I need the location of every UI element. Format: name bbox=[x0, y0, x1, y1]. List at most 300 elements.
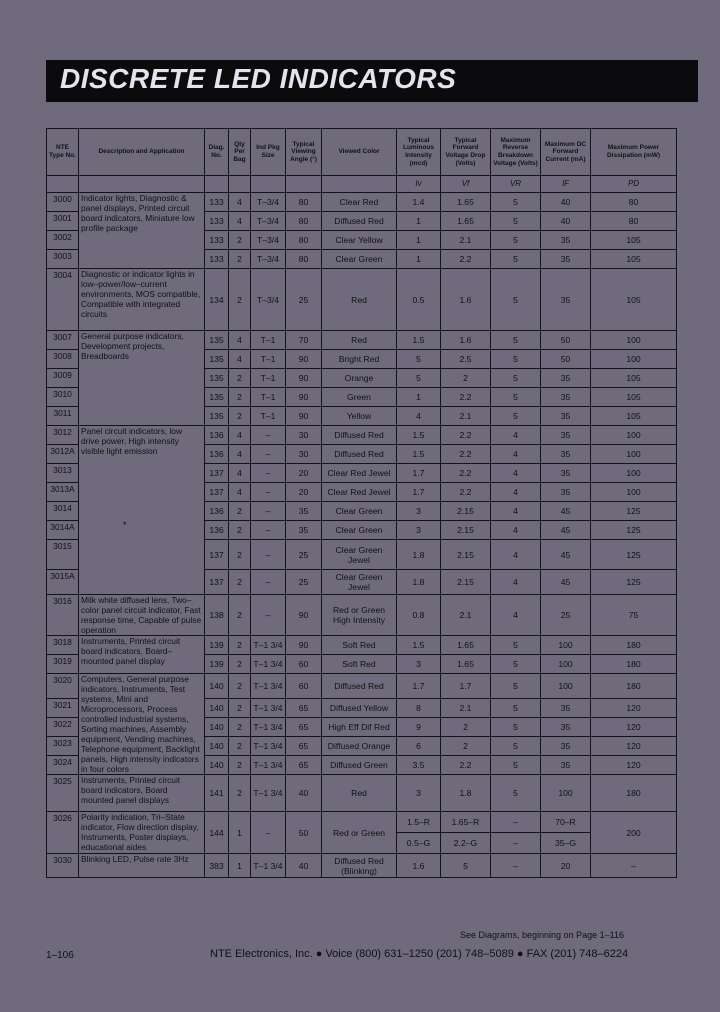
type-cell: 3008 bbox=[47, 350, 79, 369]
diag-cell: 140 bbox=[205, 756, 229, 775]
lum-cell: 1.5 bbox=[397, 636, 441, 655]
header-forward-current: Maximum DC Forward Current (mA) bbox=[541, 129, 591, 176]
lum-cell: 9 bbox=[397, 718, 441, 737]
pd-cell: 105 bbox=[591, 369, 677, 388]
symbol-cell bbox=[79, 176, 205, 193]
vr-cell: 5 bbox=[491, 388, 541, 407]
type-cell: 3012 bbox=[47, 426, 79, 445]
qty-cell: 2 bbox=[229, 369, 251, 388]
angle-cell: 25 bbox=[286, 540, 322, 570]
pkg-cell: – bbox=[251, 445, 286, 464]
lum-cell: 1.5–R bbox=[397, 812, 441, 833]
lum-cell: 1.4 bbox=[397, 193, 441, 212]
vf-cell: 2.1 bbox=[441, 231, 491, 250]
lum-cell: 1.7 bbox=[397, 483, 441, 502]
lum-cell: 1.8 bbox=[397, 570, 441, 595]
pd-cell: 125 bbox=[591, 502, 677, 521]
angle-cell: 65 bbox=[286, 718, 322, 737]
color-cell: Clear Red Jewel bbox=[322, 464, 397, 483]
diag-cell: 136 bbox=[205, 502, 229, 521]
qty-cell: 2 bbox=[229, 737, 251, 756]
pd-cell: 125 bbox=[591, 521, 677, 540]
table-row bbox=[47, 426, 677, 445]
lum-cell: 6 bbox=[397, 737, 441, 756]
vf-cell: 2.15 bbox=[441, 570, 491, 595]
diag-cell: 135 bbox=[205, 388, 229, 407]
type-cell: 3002 bbox=[47, 231, 79, 250]
page-title: DISCRETE LED INDICATORS bbox=[60, 63, 457, 94]
type-cell: 3013A bbox=[47, 483, 79, 502]
type-cell: 3019 bbox=[47, 655, 79, 674]
vr-cell: 5 bbox=[491, 699, 541, 718]
pkg-cell: – bbox=[251, 464, 286, 483]
color-cell: Diffused Green bbox=[322, 756, 397, 775]
if-cell: 70–R bbox=[541, 812, 591, 833]
symbol-forward-current: IF bbox=[541, 176, 591, 193]
if-cell: 35 bbox=[541, 699, 591, 718]
description-text: Indicator lights, Diagnostic & panel displays, Printed circuit board indicators, Miniature low profile package bbox=[81, 193, 195, 233]
led-spec-table bbox=[46, 128, 677, 878]
pd-cell: 100 bbox=[591, 350, 677, 369]
if-cell: 35 bbox=[541, 756, 591, 775]
lum-cell: 5 bbox=[397, 369, 441, 388]
pkg-cell: T–3/4 bbox=[251, 212, 286, 231]
vf-cell: 1.65 bbox=[441, 636, 491, 655]
color-cell: Clear Red Jewel bbox=[322, 483, 397, 502]
symbol-cell bbox=[286, 176, 322, 193]
angle-cell: 65 bbox=[286, 756, 322, 775]
type-cell: 3014 bbox=[47, 502, 79, 521]
description-cell bbox=[79, 426, 205, 595]
if-cell: 35 bbox=[541, 445, 591, 464]
table-row bbox=[47, 854, 677, 878]
angle-cell: 30 bbox=[286, 445, 322, 464]
symbol-reverse-voltage: VR bbox=[491, 176, 541, 193]
pd-cell: 105 bbox=[591, 250, 677, 269]
lum-cell: 3.5 bbox=[397, 756, 441, 775]
qty-cell: 4 bbox=[229, 350, 251, 369]
pkg-cell: – bbox=[251, 426, 286, 445]
if-cell: 35 bbox=[541, 407, 591, 426]
vr-cell: 5 bbox=[491, 250, 541, 269]
pkg-cell: T–3/4 bbox=[251, 193, 286, 212]
qty-cell: 2 bbox=[229, 231, 251, 250]
header-row bbox=[47, 129, 677, 176]
if-cell: 35 bbox=[541, 718, 591, 737]
vf-cell: 2.15 bbox=[441, 502, 491, 521]
qty-cell: 4 bbox=[229, 331, 251, 350]
vr-cell: 4 bbox=[491, 540, 541, 570]
lum-cell: 3 bbox=[397, 655, 441, 674]
color-cell: Clear Red bbox=[322, 193, 397, 212]
if-cell: 20 bbox=[541, 854, 591, 878]
qty-cell: 2 bbox=[229, 756, 251, 775]
vr-cell: 5 bbox=[491, 737, 541, 756]
angle-cell: 35 bbox=[286, 521, 322, 540]
description-cell bbox=[79, 636, 205, 674]
pd-cell: 100 bbox=[591, 445, 677, 464]
diag-cell: 133 bbox=[205, 231, 229, 250]
vr-cell: 5 bbox=[491, 775, 541, 812]
vf-cell: 1.7 bbox=[441, 674, 491, 699]
vr-cell: – bbox=[491, 854, 541, 878]
pd-cell: 105 bbox=[591, 388, 677, 407]
asterisk-mark: * bbox=[123, 520, 127, 530]
description-cell: Polarity indication, Tri–State indicator, Flow direction display, Instruments, Poster displays, educational aides bbox=[79, 812, 205, 854]
color-cell: Soft Red bbox=[322, 655, 397, 674]
lum-cell: 1.7 bbox=[397, 464, 441, 483]
symbol-cell bbox=[47, 176, 79, 193]
angle-cell: 80 bbox=[286, 231, 322, 250]
pd-cell: 120 bbox=[591, 737, 677, 756]
diag-cell: 139 bbox=[205, 636, 229, 655]
pkg-cell: T–1 3/4 bbox=[251, 699, 286, 718]
type-cell: 3024 bbox=[47, 756, 79, 775]
diag-cell: 137 bbox=[205, 570, 229, 595]
type-cell: 3015 bbox=[47, 540, 79, 570]
diag-cell: 133 bbox=[205, 212, 229, 231]
pkg-cell: T–3/4 bbox=[251, 269, 286, 331]
type-cell: 3018 bbox=[47, 636, 79, 655]
color-cell: Clear Green Jewel bbox=[322, 570, 397, 595]
vf-cell: 2.1 bbox=[441, 407, 491, 426]
pd-cell: 80 bbox=[591, 212, 677, 231]
pkg-cell: T–1 bbox=[251, 331, 286, 350]
pkg-cell: T–1 3/4 bbox=[251, 718, 286, 737]
if-cell: 35 bbox=[541, 250, 591, 269]
vr-cell: 5 bbox=[491, 269, 541, 331]
vf-cell: 1.65 bbox=[441, 655, 491, 674]
diag-cell: 134 bbox=[205, 269, 229, 331]
if-cell: 100 bbox=[541, 674, 591, 699]
color-cell: Diffused Orange bbox=[322, 737, 397, 756]
qty-cell: 2 bbox=[229, 674, 251, 699]
pkg-cell: – bbox=[251, 595, 286, 636]
pd-cell: 105 bbox=[591, 407, 677, 426]
pkg-cell: T–1 3/4 bbox=[251, 854, 286, 878]
vr-cell: 5 bbox=[491, 718, 541, 737]
header-reverse-voltage: Maximum Reverse Breakdown Voltage (Volts) bbox=[491, 129, 541, 176]
description-cell bbox=[79, 269, 205, 331]
qty-cell: 2 bbox=[229, 521, 251, 540]
lum-cell: 3 bbox=[397, 521, 441, 540]
qty-cell: 2 bbox=[229, 570, 251, 595]
type-cell: 3016 bbox=[47, 595, 79, 636]
vf-cell: 2.2 bbox=[441, 250, 491, 269]
pd-cell: 100 bbox=[591, 464, 677, 483]
table-row bbox=[47, 674, 677, 699]
pd-cell: 100 bbox=[591, 483, 677, 502]
vr-cell: – bbox=[491, 833, 541, 854]
pkg-cell: T–1 3/4 bbox=[251, 636, 286, 655]
vr-cell: 5 bbox=[491, 636, 541, 655]
table-row bbox=[47, 269, 677, 331]
vr-cell: 4 bbox=[491, 521, 541, 540]
pkg-cell: T–1 bbox=[251, 407, 286, 426]
color-cell: Yellow bbox=[322, 407, 397, 426]
diag-cell: 137 bbox=[205, 464, 229, 483]
header-qty: Qty Per Bag bbox=[229, 129, 251, 176]
color-cell: Soft Red bbox=[322, 636, 397, 655]
description-text: Milk white diffused lens, Two–color panel circuit indicator, Fast response time, Capable of pulse operation bbox=[81, 595, 202, 635]
angle-cell: 90 bbox=[286, 350, 322, 369]
qty-cell: 2 bbox=[229, 502, 251, 521]
vr-cell: 5 bbox=[491, 212, 541, 231]
angle-cell: 25 bbox=[286, 269, 322, 331]
lum-cell: 4 bbox=[397, 407, 441, 426]
type-cell: 3023 bbox=[47, 737, 79, 756]
pd-cell: – bbox=[591, 854, 677, 878]
angle-cell: 90 bbox=[286, 407, 322, 426]
angle-cell: 35 bbox=[286, 502, 322, 521]
lum-cell: 1 bbox=[397, 250, 441, 269]
type-cell: 3015A bbox=[47, 570, 79, 595]
lum-cell: 3 bbox=[397, 775, 441, 812]
header-power: Maximum Power Dissipation (mW) bbox=[591, 129, 677, 176]
symbol-forward-voltage: Vf bbox=[441, 176, 491, 193]
pd-cell: 100 bbox=[591, 331, 677, 350]
title-banner bbox=[46, 60, 698, 102]
if-cell: 45 bbox=[541, 521, 591, 540]
pkg-cell: T–1 3/4 bbox=[251, 674, 286, 699]
angle-cell: 65 bbox=[286, 737, 322, 756]
vr-cell: 5 bbox=[491, 231, 541, 250]
pd-cell: 180 bbox=[591, 674, 677, 699]
vr-cell: 5 bbox=[491, 331, 541, 350]
angle-cell: 60 bbox=[286, 674, 322, 699]
pd-cell: 120 bbox=[591, 756, 677, 775]
qty-cell: 2 bbox=[229, 636, 251, 655]
diag-cell: 141 bbox=[205, 775, 229, 812]
vr-cell: 5 bbox=[491, 407, 541, 426]
vf-cell: 2 bbox=[441, 718, 491, 737]
diag-cell: 139 bbox=[205, 655, 229, 674]
lum-cell: 1 bbox=[397, 212, 441, 231]
vr-cell: – bbox=[491, 812, 541, 833]
qty-cell: 2 bbox=[229, 540, 251, 570]
vf-cell: 1.8 bbox=[441, 775, 491, 812]
angle-cell: 20 bbox=[286, 464, 322, 483]
angle-cell: 90 bbox=[286, 595, 322, 636]
type-cell: 3000 bbox=[47, 193, 79, 212]
pkg-cell: – bbox=[251, 502, 286, 521]
pd-cell: 75 bbox=[591, 595, 677, 636]
pkg-cell: T–1 bbox=[251, 369, 286, 388]
angle-cell: 30 bbox=[286, 426, 322, 445]
vr-cell: 4 bbox=[491, 445, 541, 464]
header-type: NTE Type No. bbox=[47, 129, 79, 176]
vr-cell: 4 bbox=[491, 570, 541, 595]
pkg-cell: T–1 bbox=[251, 388, 286, 407]
qty-cell: 2 bbox=[229, 655, 251, 674]
if-cell: 35 bbox=[541, 464, 591, 483]
qty-cell: 4 bbox=[229, 445, 251, 464]
lum-cell: 1.8 bbox=[397, 540, 441, 570]
angle-cell: 25 bbox=[286, 570, 322, 595]
type-cell: 3004 bbox=[47, 269, 79, 331]
if-cell: 45 bbox=[541, 502, 591, 521]
type-cell: 3003 bbox=[47, 250, 79, 269]
description-cell bbox=[79, 674, 205, 775]
type-cell: 3020 bbox=[47, 674, 79, 699]
pkg-cell: – bbox=[251, 570, 286, 595]
lum-cell: 5 bbox=[397, 350, 441, 369]
qty-cell: 2 bbox=[229, 699, 251, 718]
color-cell: Red or Green bbox=[322, 812, 397, 854]
header-color: Viewed Color bbox=[322, 129, 397, 176]
if-cell: 35 bbox=[541, 426, 591, 445]
color-cell: Clear Green bbox=[322, 250, 397, 269]
if-cell: 100 bbox=[541, 775, 591, 812]
lum-cell: 1.5 bbox=[397, 331, 441, 350]
pkg-cell: T–3/4 bbox=[251, 231, 286, 250]
qty-cell: 4 bbox=[229, 426, 251, 445]
diag-cell: 137 bbox=[205, 483, 229, 502]
vf-cell: 1.65 bbox=[441, 193, 491, 212]
diag-cell: 135 bbox=[205, 369, 229, 388]
color-cell: Diffused Red bbox=[322, 426, 397, 445]
type-cell: 3014A bbox=[47, 521, 79, 540]
color-cell: Diffused Yellow bbox=[322, 699, 397, 718]
symbol-cell bbox=[229, 176, 251, 193]
pkg-cell: – bbox=[251, 812, 286, 854]
diag-cell: 135 bbox=[205, 407, 229, 426]
vf-cell: 1.6 bbox=[441, 269, 491, 331]
vf-cell: 2 bbox=[441, 737, 491, 756]
color-cell: Diffused Red (Blinking) bbox=[322, 854, 397, 878]
pd-cell: 200 bbox=[591, 812, 677, 854]
color-cell: Bright Red bbox=[322, 350, 397, 369]
diag-cell: 383 bbox=[205, 854, 229, 878]
vr-cell: 5 bbox=[491, 756, 541, 775]
header-luminous: Typical Luminous Intensity (mcd) bbox=[397, 129, 441, 176]
lum-cell: 0.5 bbox=[397, 269, 441, 331]
qty-cell: 4 bbox=[229, 464, 251, 483]
if-cell: 35 bbox=[541, 388, 591, 407]
vr-cell: 5 bbox=[491, 369, 541, 388]
page-number: 1–106 bbox=[46, 950, 74, 961]
description-cell bbox=[79, 331, 205, 426]
if-cell: 35 bbox=[541, 269, 591, 331]
diag-cell: 140 bbox=[205, 674, 229, 699]
symbol-cell bbox=[251, 176, 286, 193]
if-cell: 35 bbox=[541, 737, 591, 756]
angle-cell: 90 bbox=[286, 369, 322, 388]
vr-cell: 4 bbox=[491, 483, 541, 502]
see-diagrams-note: See Diagrams, beginning on Page 1–116 bbox=[460, 930, 624, 940]
qty-cell: 4 bbox=[229, 212, 251, 231]
header-angle: Typical Viewing Angle (°) bbox=[286, 129, 322, 176]
if-cell: 35 bbox=[541, 231, 591, 250]
pkg-cell: T–3/4 bbox=[251, 250, 286, 269]
vf-cell: 2.2–G bbox=[441, 833, 491, 854]
vf-cell: 2.5 bbox=[441, 350, 491, 369]
table-row bbox=[47, 636, 677, 655]
table-row bbox=[47, 331, 677, 350]
pd-cell: 125 bbox=[591, 540, 677, 570]
color-cell: Diffused Red bbox=[322, 674, 397, 699]
pkg-cell: T–1 3/4 bbox=[251, 655, 286, 674]
lum-cell: 1.7 bbox=[397, 674, 441, 699]
angle-cell: 40 bbox=[286, 854, 322, 878]
if-cell: 35–G bbox=[541, 833, 591, 854]
qty-cell: 2 bbox=[229, 250, 251, 269]
vr-cell: 5 bbox=[491, 193, 541, 212]
qty-cell: 2 bbox=[229, 775, 251, 812]
color-cell: Clear Green Jewel bbox=[322, 540, 397, 570]
table-row bbox=[47, 595, 677, 636]
vr-cell: 5 bbox=[491, 350, 541, 369]
vf-cell: 2.2 bbox=[441, 464, 491, 483]
vf-cell: 2.2 bbox=[441, 445, 491, 464]
pkg-cell: T–1 3/4 bbox=[251, 775, 286, 812]
qty-cell: 1 bbox=[229, 854, 251, 878]
qty-cell: 4 bbox=[229, 483, 251, 502]
diag-cell: 135 bbox=[205, 331, 229, 350]
vr-cell: 5 bbox=[491, 655, 541, 674]
type-cell: 3012A bbox=[47, 445, 79, 464]
angle-cell: 90 bbox=[286, 388, 322, 407]
vf-cell: 2.2 bbox=[441, 483, 491, 502]
color-cell: Diffused Red bbox=[322, 212, 397, 231]
type-cell: 3030 bbox=[47, 854, 79, 878]
symbol-luminous: Iv bbox=[397, 176, 441, 193]
pd-cell: 100 bbox=[591, 426, 677, 445]
if-cell: 100 bbox=[541, 636, 591, 655]
diag-cell: 140 bbox=[205, 718, 229, 737]
description-text: Instruments, Printed circuit board indicators, Board–mounted panel display bbox=[81, 636, 181, 666]
color-cell: Red bbox=[322, 331, 397, 350]
diag-cell: 140 bbox=[205, 699, 229, 718]
qty-cell: 2 bbox=[229, 269, 251, 331]
lum-cell: 0.5–G bbox=[397, 833, 441, 854]
color-cell: High Eff Dif Red bbox=[322, 718, 397, 737]
angle-cell: 80 bbox=[286, 193, 322, 212]
pkg-cell: T–1 3/4 bbox=[251, 737, 286, 756]
table-row bbox=[47, 775, 677, 812]
lum-cell: 1.5 bbox=[397, 445, 441, 464]
diag-cell: 137 bbox=[205, 540, 229, 570]
lum-cell: 1.6 bbox=[397, 854, 441, 878]
pd-cell: 125 bbox=[591, 570, 677, 595]
color-cell: Clear Green bbox=[322, 521, 397, 540]
if-cell: 35 bbox=[541, 369, 591, 388]
diag-cell: 144 bbox=[205, 812, 229, 854]
diag-cell: 138 bbox=[205, 595, 229, 636]
table-row bbox=[47, 812, 677, 833]
vf-cell: 2.1 bbox=[441, 595, 491, 636]
company-contact-line: NTE Electronics, Inc. ● Voice (800) 631–1250 (201) 748–5089 ● FAX (201) 748–6224 bbox=[210, 948, 629, 960]
angle-cell: 80 bbox=[286, 250, 322, 269]
if-cell: 100 bbox=[541, 655, 591, 674]
type-cell: 3011 bbox=[47, 407, 79, 426]
description-text: Panel circuit indicators, low drive power, High intensity visible light emission bbox=[81, 426, 183, 456]
diag-cell: 135 bbox=[205, 350, 229, 369]
description-text: Computers, General purpose indicators, Instruments, Test systems, Mini and Microprocessors, Process controlled industrial systems, Sorting machines, Assembly equipment, Vending machines, Telephone equipment, Backlight panels, High intensity indicators in four colors bbox=[81, 674, 200, 774]
lum-cell: 8 bbox=[397, 699, 441, 718]
angle-cell: 90 bbox=[286, 636, 322, 655]
header-description: Description and Application bbox=[79, 129, 205, 176]
vf-cell: 2.2 bbox=[441, 756, 491, 775]
diag-cell: 136 bbox=[205, 521, 229, 540]
vf-cell: 1.6 bbox=[441, 331, 491, 350]
if-cell: 40 bbox=[541, 193, 591, 212]
angle-cell: 40 bbox=[286, 775, 322, 812]
color-cell: Orange bbox=[322, 369, 397, 388]
pd-cell: 120 bbox=[591, 699, 677, 718]
vf-cell: 2.2 bbox=[441, 426, 491, 445]
vf-cell: 1.65–R bbox=[441, 812, 491, 833]
